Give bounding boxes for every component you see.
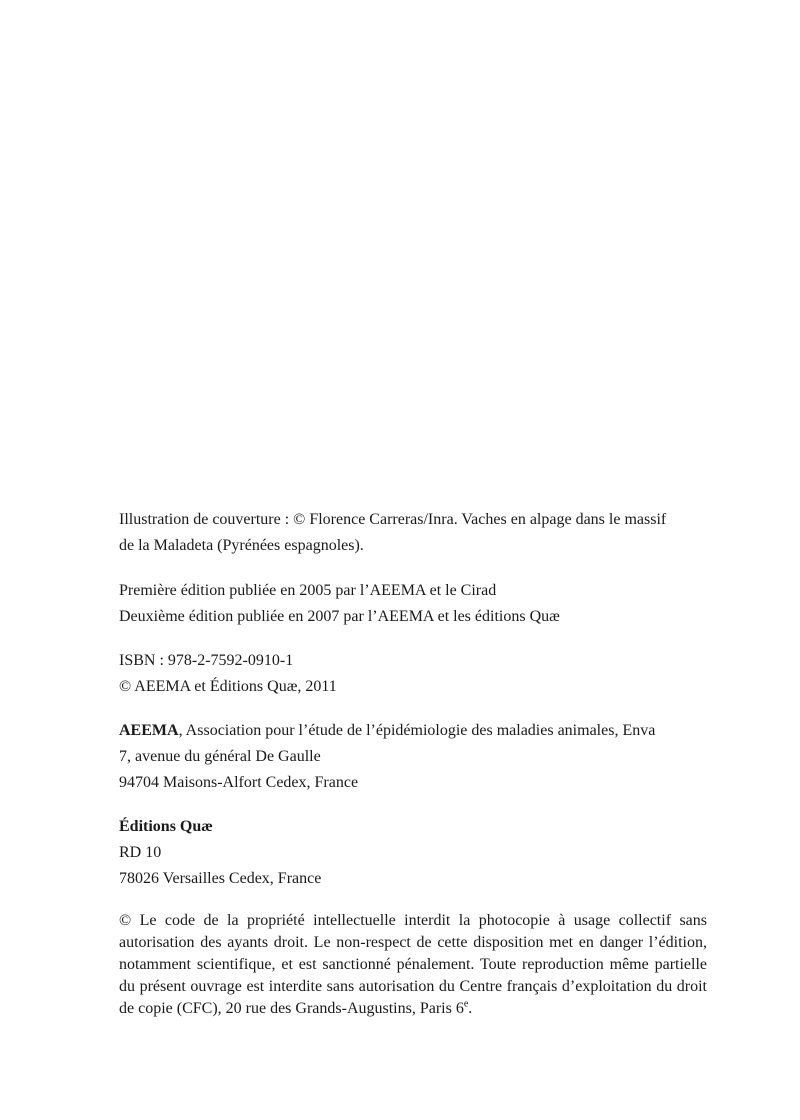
legal-notice [119,910,707,1020]
cover-credit [119,507,707,559]
copyright-page [119,507,707,1020]
copyright-line: © AEEMA et Éditions Quæ, 2011 [119,678,337,695]
quae-name: Éditions Quæ [119,818,213,835]
isbn-block [119,648,707,700]
isbn: ISBN : 978-2-7592-0910-1 [119,652,294,669]
aeema-description: , Association pour l’étude de l’épidémiologie des maladies animales, Enva [178,722,656,739]
quae-city: 78026 Versailles Cedex, France [119,870,322,887]
legal-notice-superscript: e [463,998,469,1010]
quae-address [119,814,707,892]
first-edition: Première édition publiée en 2005 par l’AEEMA et le Cirad [119,582,497,599]
legal-notice-end: . [468,1000,473,1017]
aeema-heading [119,718,707,744]
cover-credit-line-1: Illustration de couverture : © Florence Carreras/Inra. Vaches en alpage dans le massif [119,511,667,528]
cover-credit-line-2: de la Maladeta (Pyrénées espagnoles). [119,537,364,554]
aeema-address [119,718,707,796]
second-edition: Deuxième édition publiée en 2007 par l’AEEMA et les éditions Quæ [119,608,560,625]
aeema-street: 7, avenue du général De Gaulle [119,748,321,765]
edition-history [119,578,707,630]
quae-street: RD 10 [119,844,162,861]
aeema-city: 94704 Maisons-Alfort Cedex, France [119,774,359,791]
legal-notice-text: © Le code de la propriété intellectuelle interdit la photocopie à usage collectif sans autorisation des ayants droit. Le non-respect de cette disposition met en danger l’édition, notamment scientifique, et est sanctionné pénalement. Toute reproduction même partielle du présent ouvrage est interdite sans autorisation du Centre français d’exploitation du droit de copie (CFC), 20 rue des Grands-Augustins, Paris 6 [119,912,707,1017]
aeema-name: AEEMA [119,722,179,739]
